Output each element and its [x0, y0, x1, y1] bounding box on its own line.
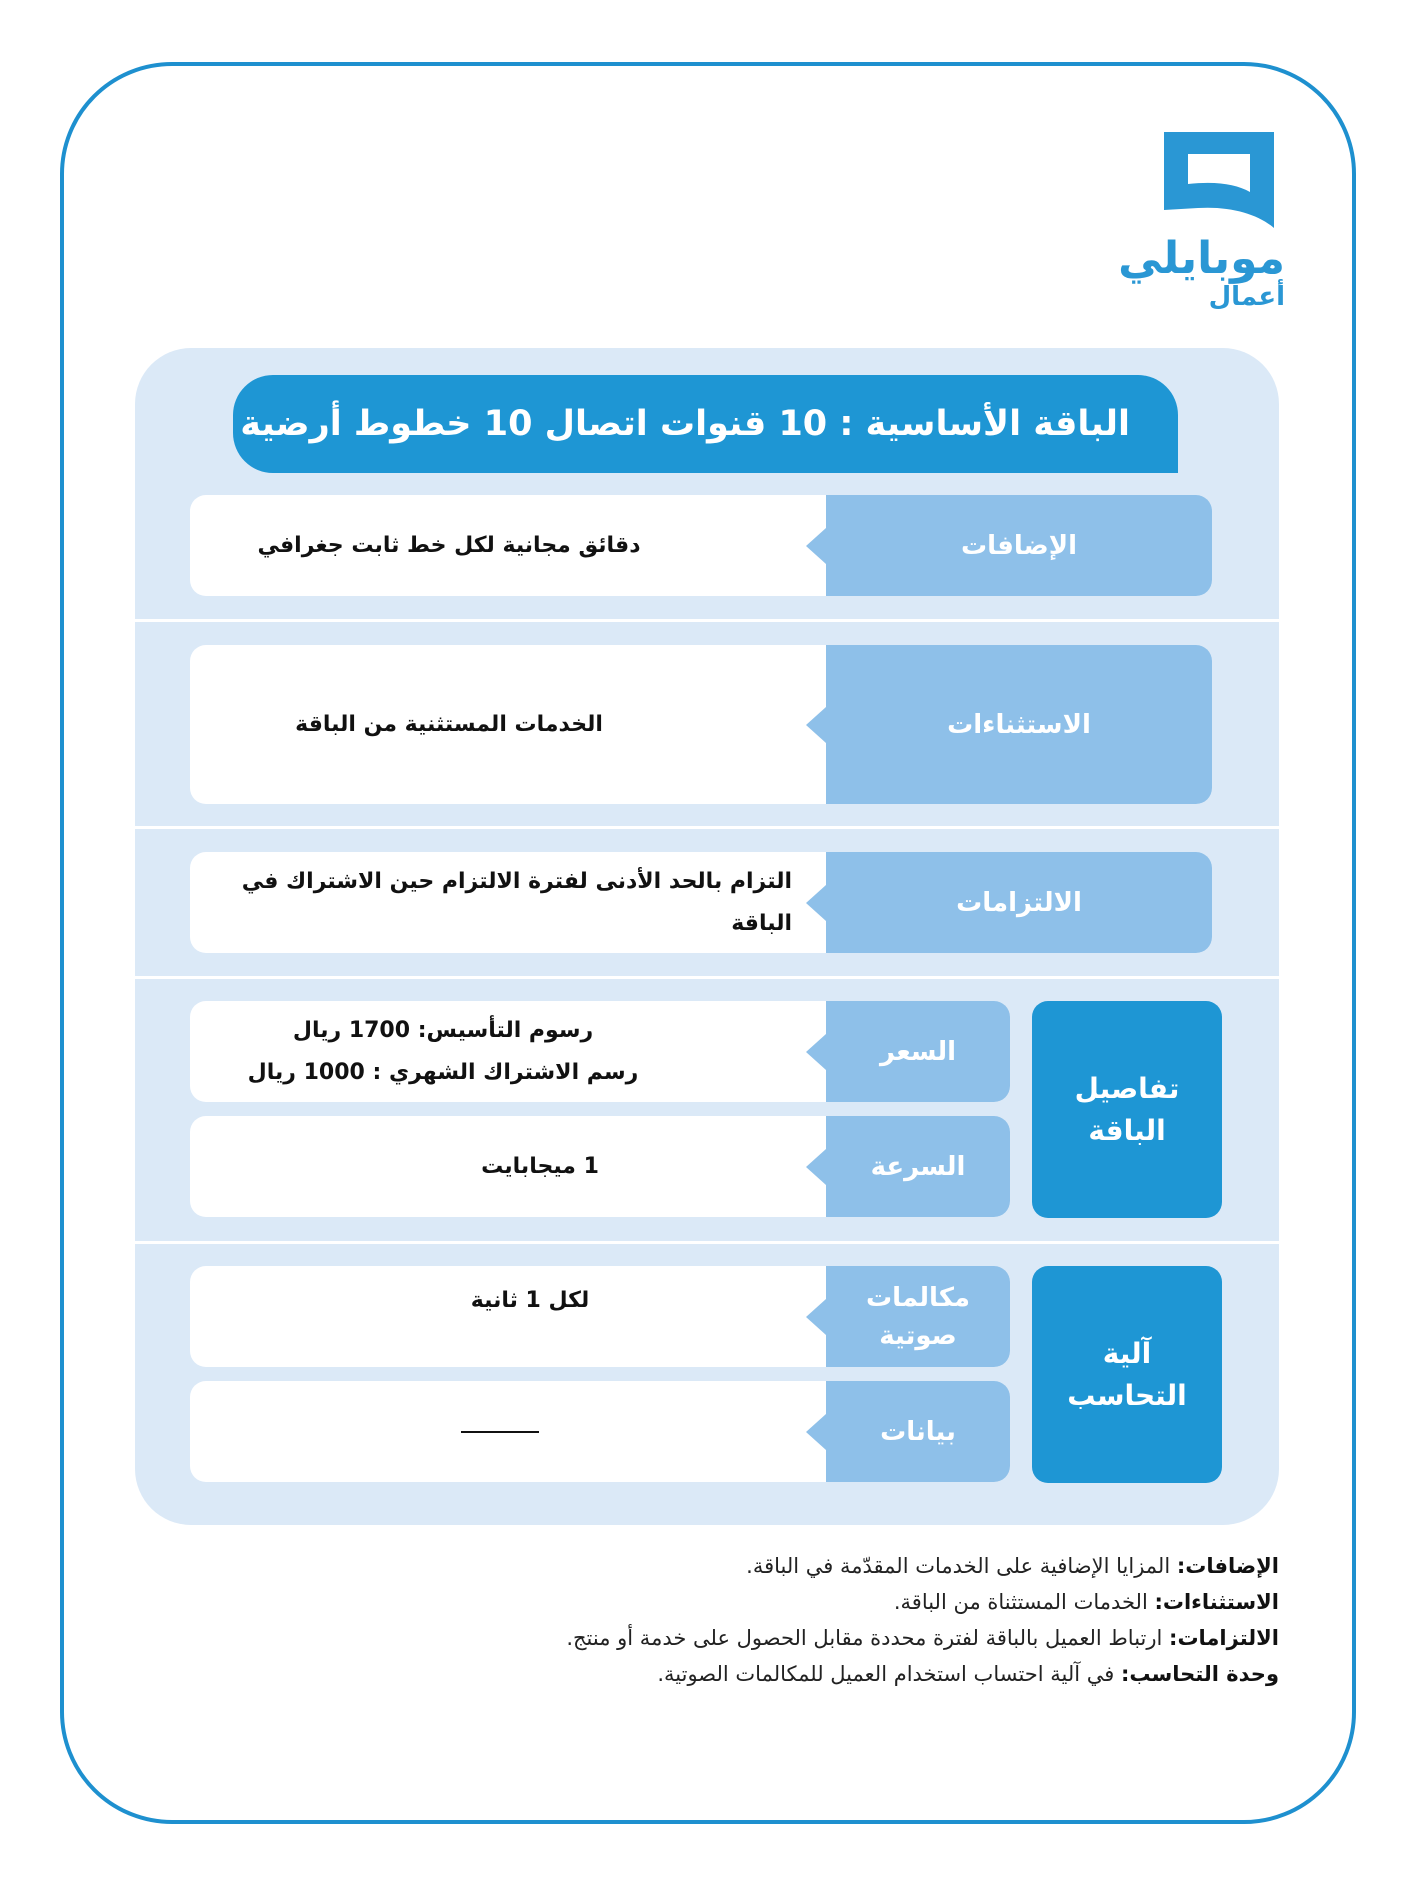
- data-label: بيانات: [826, 1381, 1010, 1482]
- mobily-business-logo: [1118, 126, 1285, 312]
- mobily-logo-icon: [1158, 126, 1280, 234]
- package-details-category: تفاصيل الباقة: [1032, 1001, 1222, 1218]
- price-label: السعر: [826, 1001, 1010, 1102]
- row-divider: [135, 976, 1279, 979]
- voice-value: لكل 1 ثانية: [470, 1288, 590, 1313]
- monthly-fee: رسم الاشتراك الشهري : 1000 ريال: [247, 1059, 639, 1085]
- row-divider: [135, 1241, 1279, 1244]
- row-divider: [135, 826, 1279, 829]
- voice-label: مكالمات صوتية: [826, 1266, 1010, 1367]
- exclusions-value: الخدمات المستثنية من الباقة: [295, 711, 603, 737]
- empty-value-dash: [461, 1431, 539, 1433]
- definitions-notes: [566, 1548, 1279, 1692]
- setup-fee: رسوم التأسيس: 1700 ريال: [292, 1017, 594, 1043]
- package-title-text: الباقة الأساسية : 10 قنوات اتصال 10 خطوط أرضية: [240, 404, 1130, 444]
- additions-value: دقائق مجانية لكل خط ثابت جغرافي: [257, 532, 641, 558]
- note-billing-unit: وحدة التحاسب: في آلية احتساب استخدام العميل للمكالمات الصوتية.: [657, 1662, 1279, 1686]
- row-divider: [135, 619, 1279, 622]
- package-title: [233, 375, 1178, 473]
- commitments-value: التزام بالحد الأدنى لفترة الالتزام حين الاشتراك في الباقة: [241, 868, 792, 936]
- billing-category: آلية التحاسب: [1032, 1266, 1222, 1483]
- speed-value: 1 ميجابايت: [481, 1153, 599, 1179]
- note-additions: الإضافات: المزايا الإضافية على الخدمات المقدّمة في الباقة.: [746, 1554, 1279, 1578]
- brand-subtitle: أعمال: [1208, 282, 1285, 312]
- note-commitments: الالتزامات: ارتباط العميل بالباقة لفترة محددة مقابل الحصول على خدمة أو منتج.: [566, 1626, 1279, 1650]
- additions-label: الإضافات: [826, 495, 1212, 596]
- brand-name: موبايلي: [1118, 233, 1285, 284]
- note-exclusions: الاستثناءات: الخدمات المستثناة من الباقة.: [893, 1590, 1279, 1614]
- exclusions-label: الاستثناءات: [826, 645, 1212, 804]
- data-value: [310, 1381, 690, 1482]
- price-value: [196, 1001, 690, 1102]
- speed-label: السرعة: [826, 1116, 1010, 1217]
- commitments-label: الالتزامات: [826, 852, 1212, 953]
